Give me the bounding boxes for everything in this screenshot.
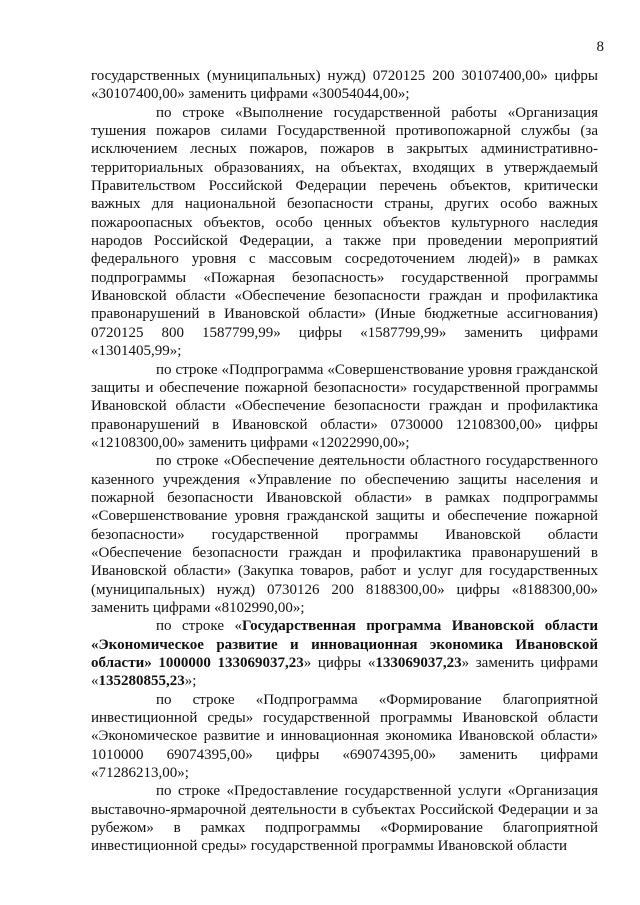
text-run: по строке «: [156, 618, 242, 635]
bold-text-run: 135280855,23: [98, 673, 185, 690]
paragraph: по строке «Подпрограмма «Совершенствование уровня гражданской защиты и обеспечение пожарной безопасности» государственной программы Ивановской области «Обеспечение безопасности граждан и профилактика правонарушений в Ивановской области» 0730000 12108300,00» цифры «12108300,00» заменить цифрами «12022990,00»;: [91, 361, 598, 451]
document-body: [91, 67, 598, 856]
paragraph-with-bold: [91, 617, 598, 690]
paragraph: государственных (муниципальных) нужд) 0720125 200 30107400,00» цифры «30107400,00» заменить цифрами «30054044,00»;: [91, 68, 598, 103]
text-run: »;: [184, 673, 197, 690]
bold-text-run: Государственная программа Ивановской области «Экономическое развитие и инновационная экономика Ивановской области» 1000000 133069037,23: [91, 618, 598, 671]
page-number: 8: [596, 39, 604, 55]
paragraph: по строке «Выполнение государственной работы «Организация тушения пожаров силами Государственной противопожарной службы (за исключением лесных пожаров, пожаров в закрытых административно-территориальных образованиях, на объектах, входящих в утверждаемый Правительством Российской Федерации перечень объектов, критически важных для национальной безопасности страны, других особо важных пожароопасных объектов, особо ценных объектов культурного наследия народов Российской Федерации, а также при проведении мероприятий федерального уровня с массовым сосредоточением людей)» в рамках подпрограммы «Пожарная безопасность» государственной программы Ивановской области «Обеспечение безопасности граждан и профилактика правонарушений в Ивановской области» (Иные бюджетные ассигнования) 0720125 800 1587799,99» цифры «1587799,99» заменить цифрами «1301405,99»;: [91, 104, 598, 360]
bold-text-run: 133069037,23: [375, 655, 462, 671]
paragraph: по строке «Подпрограмма «Формирование благоприятной инвестиционной среды» государственной программы Ивановской области «Экономическое развитие и инновационная экономика Ивановской области» 1010000 69074395,00» цифры «69074395,00» заменить цифрами «71286213,00»;: [91, 691, 598, 782]
paragraph: по строке «Предоставление государственной услуги «Организация выставочно-ярмарочной деятельности в субъектах Российской Федерации и за рубежом» в рамках подпрограммы «Формирование благоприятной инвестиционной среды» государственной программы Ивановской области: [91, 783, 598, 855]
text-run: » цифры «: [303, 655, 376, 671]
text-run: » заменить цифрами «: [91, 655, 599, 690]
paragraph: по строке «Обеспечение деятельности областного государственного казенного учреждения «Управление по обеспечению защиты населения и пожарной безопасности Ивановской области» в рамках подпрограммы «Совершенствование уровня гражданской защиты и обеспечение пожарной безопасности» государственной программы Ивановской области «Обеспечение безопасности граждан и профилактика правонарушений в Ивановской области» (Закупка товаров, работ и услуг для государственных (муниципальных) нужд) 0730126 200 8188300,00» цифры «8188300,00» заменить цифрами «8102990,00»;: [91, 453, 598, 616]
